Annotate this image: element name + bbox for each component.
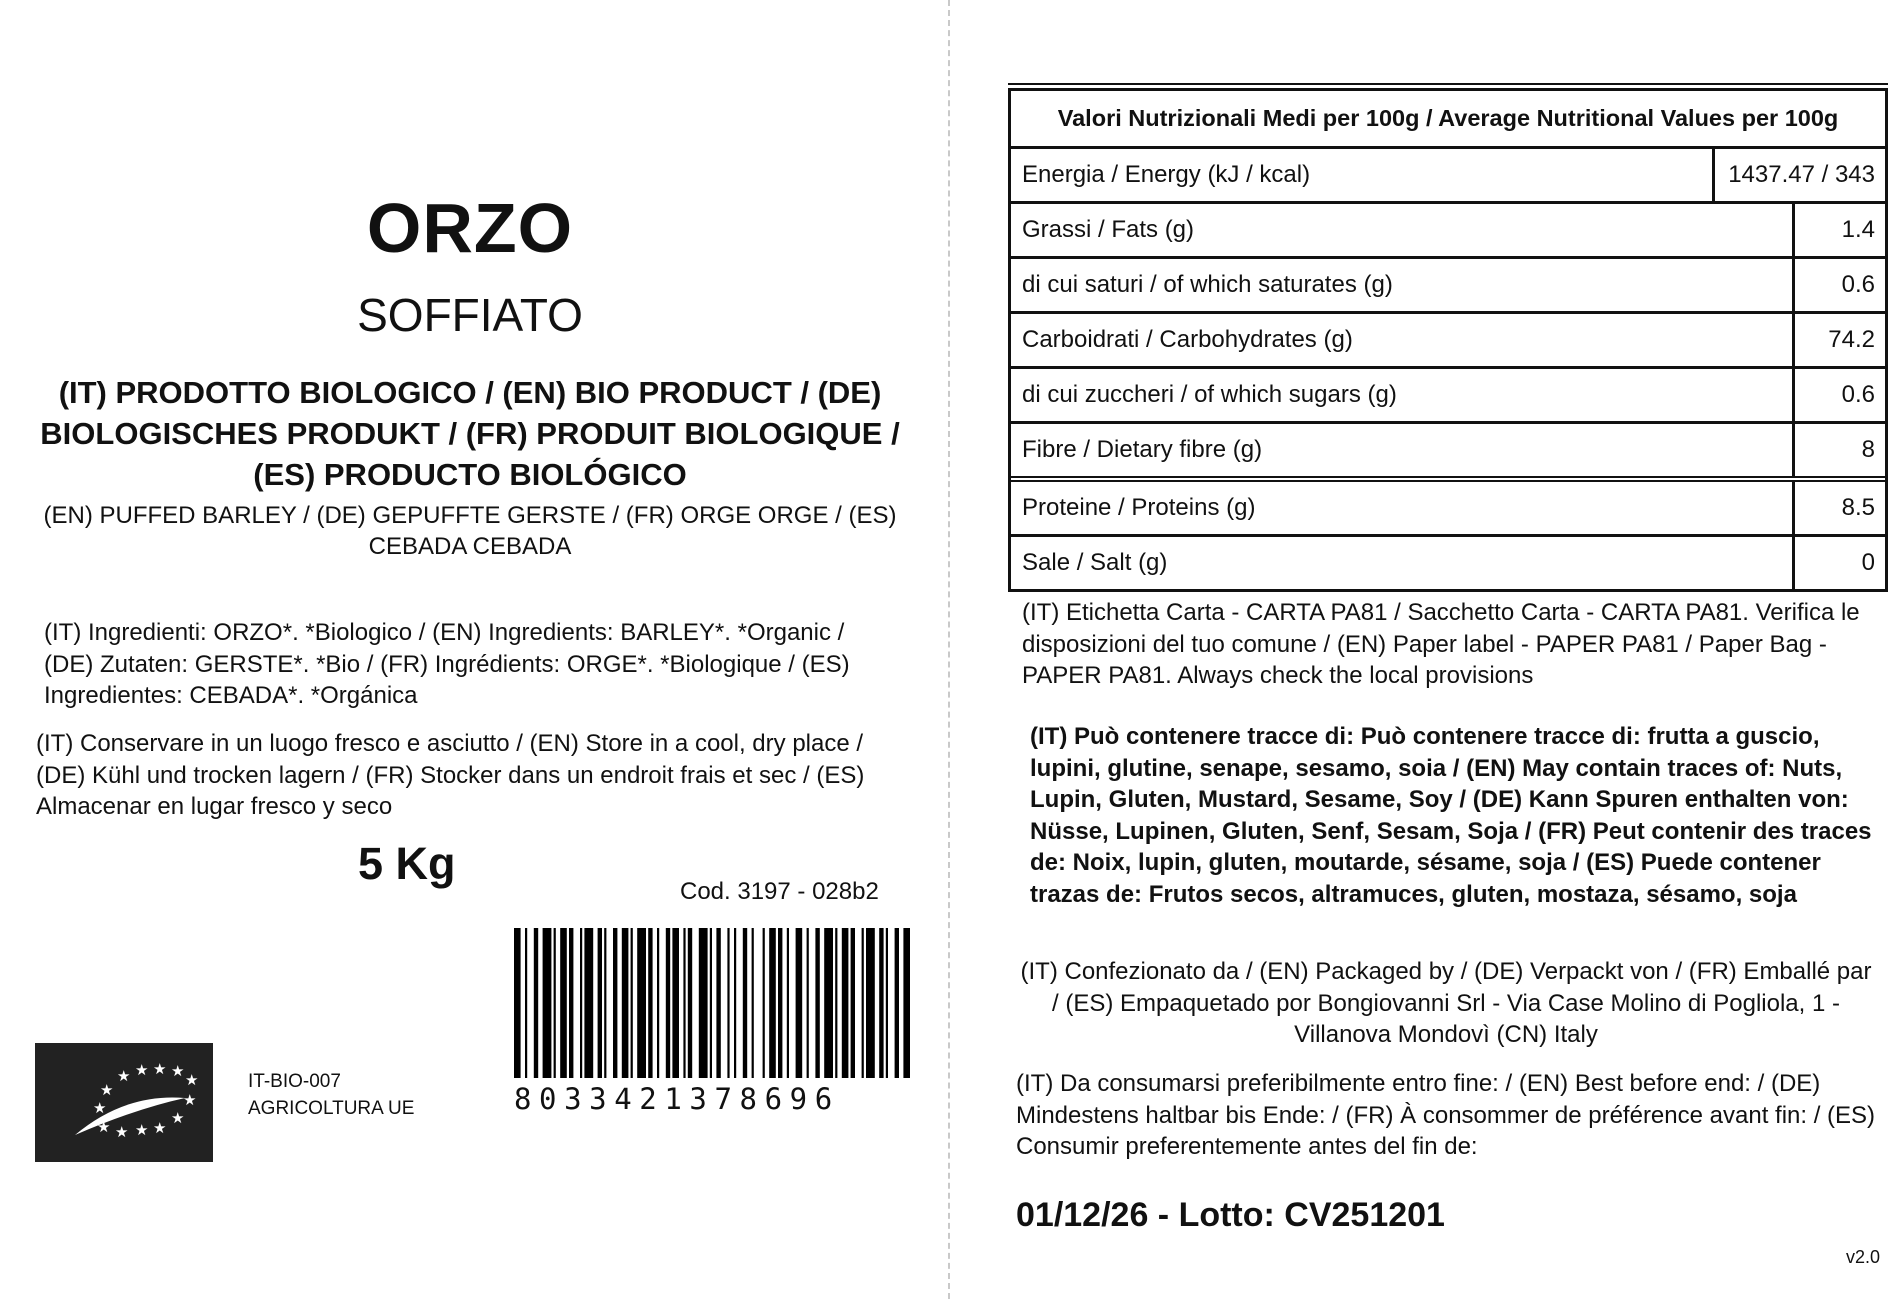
barcode-bar bbox=[769, 928, 776, 1078]
barcode-bar bbox=[514, 928, 521, 1078]
table-row bbox=[1011, 369, 1885, 424]
barcode-bar bbox=[903, 928, 910, 1078]
barcode-bar bbox=[554, 928, 556, 1078]
barcode-number: 8033421378696 bbox=[514, 1082, 840, 1116]
storage-text: (IT) Conservare in un luogo fresco e asciutto / (EN) Store in a cool, dry place / (DE) Kühl und trocken lagern / (FR) Stocker dans un endroit frais et sec / (ES) Almacenar en lugar fresco y seco bbox=[36, 730, 865, 820]
barcode-bar bbox=[851, 928, 855, 1078]
nutrient-label: Sale / Salt (g) bbox=[1022, 549, 1168, 576]
svg-text:★: ★ bbox=[171, 1109, 185, 1127]
barcode-bar bbox=[672, 928, 679, 1078]
barcode-bar bbox=[886, 928, 888, 1078]
svg-text:★: ★ bbox=[171, 1062, 185, 1080]
barcode-bar bbox=[543, 928, 552, 1078]
barcode-bar bbox=[683, 928, 685, 1078]
recycling-info: (IT) Etichetta Carta - CARTA PA81 / Sacchetto Carta - CARTA PA81. Verifica le disposizioni del tuo comune / (EN) Paper label - PAPER PA81 / Paper Bag - PAPER PA81. Always check the local provisions bbox=[1022, 599, 1860, 689]
table-row bbox=[1011, 537, 1885, 589]
barcode bbox=[514, 928, 910, 1078]
barcode-bar bbox=[895, 928, 899, 1078]
barcode-bar bbox=[842, 928, 849, 1078]
barcode-bar bbox=[622, 928, 629, 1078]
nutrient-label: Grassi / Fats (g) bbox=[1022, 216, 1195, 243]
barcode-bar bbox=[584, 928, 593, 1078]
svg-text:★: ★ bbox=[135, 1061, 149, 1079]
nutrient-label: Fibre / Dietary fibre (g) bbox=[1022, 436, 1263, 463]
svg-text:★: ★ bbox=[153, 1060, 167, 1078]
barcode-bar bbox=[613, 928, 617, 1078]
svg-text:★: ★ bbox=[117, 1067, 131, 1085]
barcode-bar bbox=[637, 928, 646, 1078]
barcode-bar bbox=[525, 928, 527, 1078]
barcode-bar bbox=[580, 928, 582, 1078]
cert-origin: AGRICOLTURA UE bbox=[248, 1098, 415, 1119]
table-row bbox=[1011, 259, 1885, 314]
barcode-bar bbox=[648, 928, 652, 1078]
barcode-bar bbox=[734, 928, 736, 1078]
barcode-bar bbox=[807, 928, 809, 1078]
version-label: v2.0 bbox=[1846, 1247, 1881, 1267]
barcode-bar bbox=[560, 928, 567, 1078]
fold-divider bbox=[948, 0, 950, 1299]
barcode-bar bbox=[657, 928, 659, 1078]
table-row bbox=[1011, 482, 1885, 537]
barcode-bar bbox=[688, 928, 692, 1078]
ingredients-text: (IT) Ingredienti: ORZO*. *Biologico / (EN) Ingredients: BARLEY*. *Organic / (DE) Zutaten: GERSTE*. *Bio / (FR) Ingrédients: ORGE*. *Biologique / (ES) Ingredientes: CEBADA*. *Orgánica bbox=[44, 619, 850, 709]
barcode-bar bbox=[598, 928, 602, 1078]
nutrient-label: Proteine / Proteins (g) bbox=[1022, 494, 1256, 521]
nutrient-label: di cui zuccheri / of which sugars (g) bbox=[1022, 381, 1397, 408]
svg-text:★: ★ bbox=[183, 1091, 197, 1109]
nutrient-label: di cui saturi / of which saturates (g) bbox=[1022, 271, 1393, 298]
table-row bbox=[1011, 204, 1885, 259]
svg-text:★: ★ bbox=[93, 1099, 107, 1117]
nutrition-table bbox=[1008, 88, 1888, 592]
barcode-bar bbox=[796, 928, 803, 1078]
nutrient-value: 8.5 bbox=[1792, 482, 1885, 534]
certification-info bbox=[248, 1068, 414, 1122]
barcode-bar bbox=[787, 928, 789, 1078]
barcode-bar bbox=[534, 928, 538, 1078]
nutrient-value: 0.6 bbox=[1792, 259, 1885, 311]
nutrient-label: Energia / Energy (kJ / kcal) bbox=[1022, 161, 1311, 188]
nutrient-value: 8 bbox=[1792, 424, 1885, 476]
barcode-bar bbox=[763, 928, 765, 1078]
barcode-bar bbox=[862, 928, 864, 1078]
table-row bbox=[1011, 424, 1885, 482]
barcode-bar bbox=[666, 928, 670, 1078]
svg-text:★: ★ bbox=[135, 1121, 149, 1139]
barcode-bar bbox=[835, 928, 837, 1078]
best-before-text: (IT) Da consumarsi preferibilmente entro fine: / (EN) Best before end: / (DE) Mindestens haltbar bis Ende: / (FR) À consommer de préférence avant fin: / (ES) Consumir preferentemente antes del fin de: bbox=[1016, 1070, 1876, 1160]
barcode-bar bbox=[866, 928, 875, 1078]
barcode-bar bbox=[699, 928, 708, 1078]
barcode-bar bbox=[716, 928, 720, 1078]
eu-organic-logo bbox=[35, 1043, 213, 1162]
barcode-bar bbox=[710, 928, 712, 1078]
cert-code: IT-BIO-007 bbox=[248, 1071, 341, 1092]
eu-leaf-stars-icon bbox=[35, 1043, 213, 1162]
svg-text:★: ★ bbox=[153, 1119, 167, 1137]
table-row bbox=[1011, 314, 1885, 369]
nutrient-value: 1437.47 / 343 bbox=[1712, 149, 1885, 201]
barcode-bar bbox=[752, 928, 754, 1078]
packager-info: (IT) Confezionato da / (EN) Packaged by / (DE) Verpackt von / (FR) Emballé par / (ES) Empaquetado por Bongiovanni Srl - Via Case Molino di Pogliola, 1 - Villanova Mondovì (CN) Italy bbox=[1020, 958, 1872, 1048]
svg-text:★: ★ bbox=[115, 1123, 129, 1141]
nutrient-value: 1.4 bbox=[1792, 204, 1885, 256]
product-title: ORZO bbox=[366, 189, 574, 267]
product-code: Cod. 3197 - 028b2 bbox=[680, 878, 879, 905]
barcode-bar bbox=[879, 928, 883, 1078]
nutrient-value: 74.2 bbox=[1792, 314, 1885, 366]
nutrition-table-header: Valori Nutrizionali Medi per 100g / Average Nutritional Values per 100g bbox=[1011, 91, 1885, 149]
net-weight: 5 Kg bbox=[358, 838, 456, 889]
product-translations: (EN) PUFFED BARLEY / (DE) GEPUFFTE GERSTE / (FR) ORGE ORGE / (ES) CEBADA CEBADA bbox=[43, 502, 897, 560]
nutrient-value: 0.6 bbox=[1792, 369, 1885, 421]
barcode-bar bbox=[631, 928, 633, 1078]
allergen-warning: (IT) Può contenere tracce di: Può contenere tracce di: frutta a guscio, lupini, glutine, senape, sesamo, soia / (EN) May contain traces of: Nuts, Lupin, Gluten, Mustard, Sesame, Soy / (DE) Kann Spuren enthalten von: Nüsse, Lupinen, Gluten, Senf, Sesam, Soja / (FR) Peut contenir des traces de: Noix, lupin, gluten, moutarde, sésame, soja / (ES) Puede contener trazas de: Frutos secos, altramuces, gluten, mostaza, sésamo, soja bbox=[1030, 723, 1872, 908]
barcode-bar bbox=[604, 928, 606, 1078]
barcode-bar bbox=[815, 928, 819, 1078]
barcode-bar bbox=[569, 928, 573, 1078]
barcode-bar bbox=[743, 928, 747, 1078]
bio-product-line: (IT) PRODOTTO BIOLOGICO / (EN) BIO PRODUCT / (DE) BIOLOGISCHES PRODUKT / (FR) PRODUIT BIOLOGIQUE / (ES) PRODUCTO BIOLÓGICO bbox=[40, 375, 900, 492]
barcode-bar bbox=[727, 928, 729, 1078]
nutrient-label: Carboidrati / Carbohydrates (g) bbox=[1022, 326, 1353, 353]
barcode-bar bbox=[824, 928, 833, 1078]
nutrient-value: 0 bbox=[1792, 537, 1885, 589]
barcode-bar bbox=[778, 928, 782, 1078]
lot-date: 01/12/26 - Lotto: CV251201 bbox=[1016, 1196, 1445, 1234]
svg-text:★: ★ bbox=[100, 1081, 114, 1099]
product-subtitle: SOFFIATO bbox=[357, 289, 583, 341]
svg-text:★: ★ bbox=[185, 1071, 199, 1089]
table-row bbox=[1011, 149, 1885, 204]
svg-text:★: ★ bbox=[97, 1118, 111, 1136]
